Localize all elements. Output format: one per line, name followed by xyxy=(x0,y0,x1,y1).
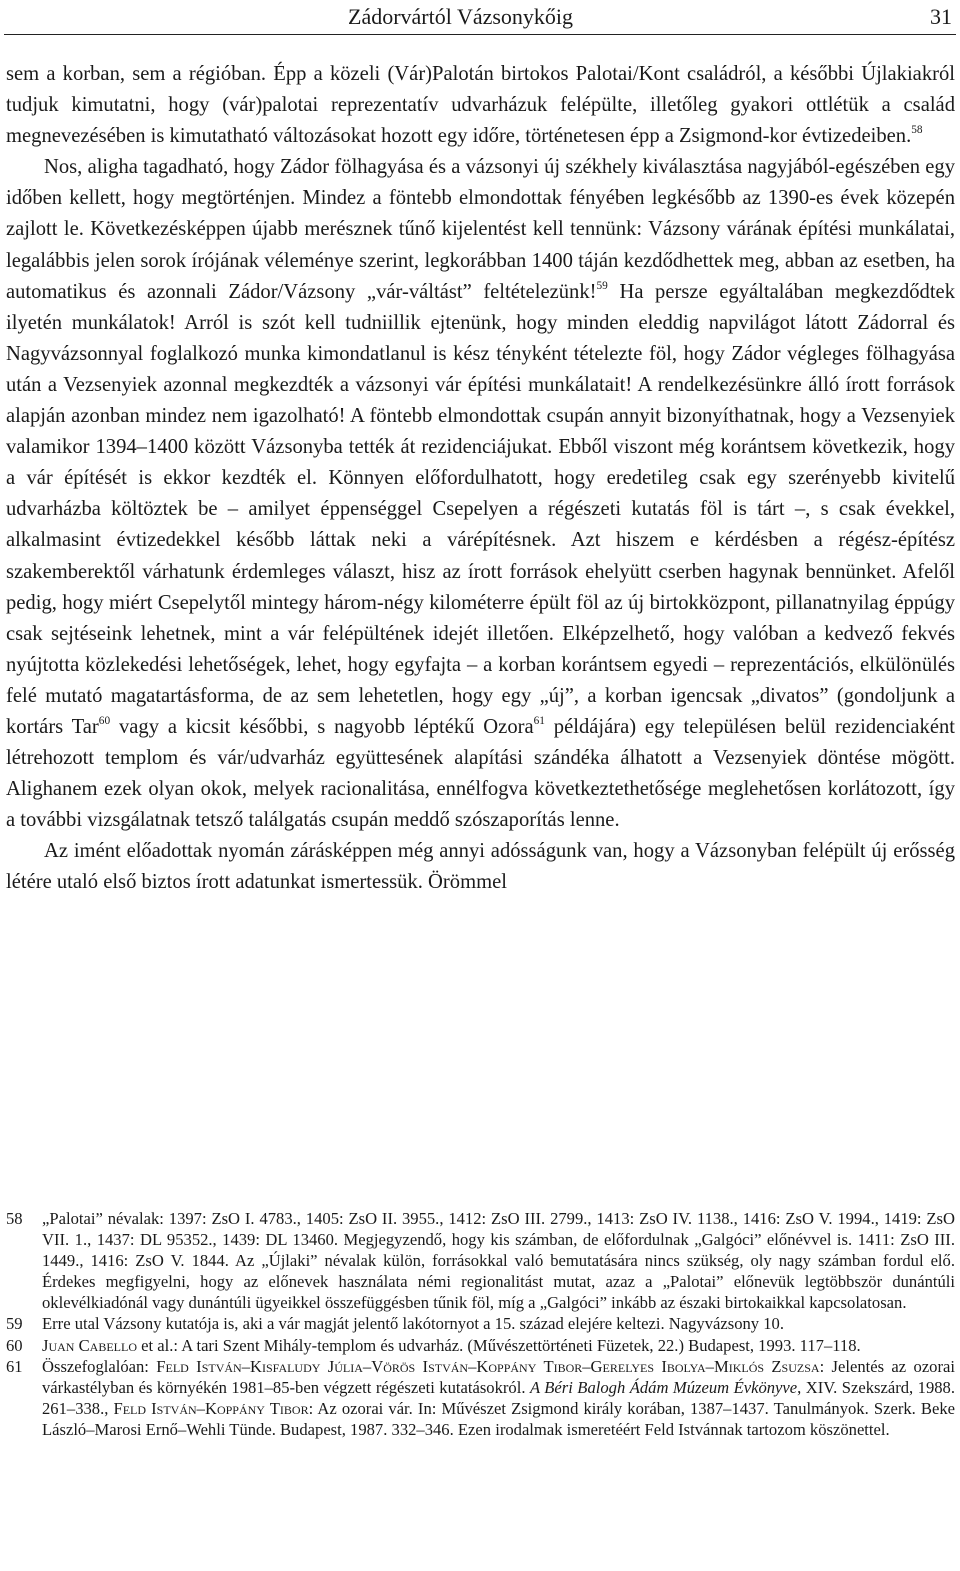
footnote-ref-59[interactable]: 59 xyxy=(596,279,608,292)
paragraph-1-text: sem a korban, sem a régióban. Épp a közeli (Vár)Palotán birtokos Palotai/Kont családról, a későbbi Újlakiakról tudjuk kimutatni, hogy (vár)palotai reprezentatív udvarházuk felépülte, illetőleg gyakori ottlétük a család megnevezésében is kimutatható változásokat hozott egy időre, történetesen épp a Zsigmond-kor évtizedeiben. xyxy=(6,63,955,148)
paragraph-2-text-a: Nos, aligha tagadható, hogy Zádor fölhagyása és a vázsonyi új székhely kiválasztása nagyjából-egészében egy időben kellett, hogy megtörténjen. Mindez a föntebb elmondottak fényében legkésőbb az 1390-es évek közepén zajlott le. Következésképpen újabb merésznek tűnő kijelentést kell tennünk: Vázsony várának építési munkálatai, legalábbis jelen sorok írójának véleménye szerint, legkorábban 1400 táján kezdődhettek meg, abban az esetben, ha automatikus és azonnali Zádor/Vázsony „vár-váltást” feltételezünk! xyxy=(6,156,955,303)
footnote-ref-60[interactable]: 60 xyxy=(98,714,111,727)
paragraph-2-text-b: Ha persze egyáltalában megkezdődtek ilyetén munkálatok! Arról is szót kell tudniillik ejtenünk, hogy minden eleddig napvilágot látott Zádorral és Nagyvázsonnyal foglalkozó munka kimondatlanul is kész tényként tételezte föl, hogy Zádor végleges fölhagyása után a Vezsenyiek azonnal megkezdték a vázsonyi vár építési munkálatait! A rendelkezésünkre álló írott források alapján azonban mindez nem igazolható! A föntebb elmondottak csupán annyit bizonyíthatnak, hogy a Vezsenyiek valamikor 1394–1400 között Vázsonyba tették át rezidenciájukat. Ebből viszont még korántsem következik, hogy a vár építését is ekkor kezdték el. Könnyen előfordulhatott, hogy eredetileg csak egy szerényebb kivitelű udvarházba költöztek be – amilyet éppenséggel Csepelyen a régészeti kutatás föl is tárt –, s csak évekkel, alkalmasint évtizedekkel később láttak neki a várépítésnek. Azt hiszem e kérdésben a régész-építész szakemberektől várhatunk érdemleges választ, hisz az írott források ehelyütt cserben hagynak bennünket. Afelől pedig, hogy miért Csepelytől mintegy három-négy kilométerre épült föl az új birtokközpont, pillanatnyilag éppúgy csak sejtéseink lehetnek, mint a vár felépültének idejét illetően. Elképzelhető, hogy valóban a kedvező fekvés nyújtotta közlekedési lehetőségek, lehet, hogy egyfajta – a korban korántsem egyedi – reprezentációs, elkülönülés felé mutató magatartásforma, de az sem lehetetlen, hogy egy „új”, a korban igencsak „divatos” (gondoljunk a kortárs Tar xyxy=(6,280,955,738)
footnote-61 xyxy=(6,1356,955,1440)
footnote-text: „Palotai” névalak: 1397: ZsO I. 4783., 1405: ZsO II. 3955., 1412: ZsO III. 2799., 1413: ZsO IV. 1138., 1416: ZsO V. 1994., 1419: ZsO VII. 1., 1437: DL 95352., 1439: DL 13460. Megjegyzendő, hogy kis számban, de előfordulnak „Galgóci” előnévvel is. 1411: ZsO III. 1449., 1416: ZsO V. 1844. Az „Újlaki” névalak külön, forrásokkal való bemutatására nincs szükség, oly nagy számban fordul elő. Érdekes megfigyelni, hogy az előnevek használata némi regionalitást mutat, azaz a „Palotai” előnevük legtöbbször dunántúli oklevélkiadónál vagy dunántúli ügyeikkel összefüggésben tűnik föl, míg a „Galgóci” inkább az északi birtokaikkal kapcsolatosan. xyxy=(42,1209,955,1313)
footnote-journal-title: A Béri Balogh Ádám Múzeum Évkönyve xyxy=(529,1377,798,1397)
footnote-text: Erre utal Vázsony kutatója is, aki a vár magját jelentő lakótornyot a 15. század elejére keltezi. Nagyvázsony 10. xyxy=(42,1314,784,1334)
footnotes xyxy=(6,1208,955,1440)
footnote-authors-2: Feld István–Koppány Tibor xyxy=(113,1398,309,1418)
footnote-text-b: , XIV. Szekszárd, 1988. 261–338., xyxy=(42,1377,955,1418)
footnote-text: et al.: A tari Szent Mihály-templom és udvarház. (Művészettörténeti Füzetek, 22.) Budapest, 1993. 117–118. xyxy=(137,1335,861,1355)
main-text xyxy=(6,59,955,899)
running-title: Zádorvártól Vázsonykőig xyxy=(348,4,574,29)
footnote-ref-61[interactable]: 61 xyxy=(533,714,545,727)
footnote-number: 61 xyxy=(6,1356,23,1376)
paragraph-2-text-c: vagy a kicsit későbbi, s nagyobb léptékű Ozora xyxy=(110,715,534,738)
footnote-text-c: : Az ozorai vár. In: Művészet Zsigmond király korában, 1387–1437. Tanulmányok. Szerk. Beke László–Marosi Ernő–Wehli Tünde. Budapest, 1987. 332–346. Ezen irodalmak ismeretéért Feld Istvánnak tartozom köszönettel. xyxy=(42,1398,955,1439)
footnote-59 xyxy=(6,1313,955,1334)
paragraph-1 xyxy=(6,59,955,152)
footnote-text-a: : Jelentés az ozorai várkastélyban és környékén 1981–85-ben végzett régészeti kutatásokról. xyxy=(42,1356,955,1397)
footnote-60 xyxy=(6,1335,955,1356)
footnote-author: Juan Cabello xyxy=(42,1335,137,1355)
footnote-58 xyxy=(6,1208,955,1313)
footnote-lead: Összefoglalóan: xyxy=(42,1356,157,1376)
page-header xyxy=(4,0,956,35)
footnote-number: 59 xyxy=(6,1314,23,1334)
footnote-ref-58[interactable]: 58 xyxy=(911,124,923,137)
footnote-authors: Feld István–Kisfaludy Júlia–Vörös István–Koppány Tibor–Gerelyes Ibolya–Miklós Zsuzsa xyxy=(156,1356,820,1376)
paragraph-2-text-d: példájára) egy településen belül rezidenciaként létrehozott templom és vár/udvarház együttesének alapítási szándéka álhatott a Vezsenyiek döntése mögött. Alighanem ezek olyan okok, melyek racionalitása, ennélfogva következtethetősége meglehetősen korlátozott, így a további vizsgálatnak tetsző találgatás csupán meddő szószaporítás lenne. xyxy=(6,715,956,832)
paragraph-2 xyxy=(6,152,955,836)
footnote-number: 60 xyxy=(6,1335,23,1355)
paragraph-3: Az imént előadottak nyomán zárásképpen még annyi adósságunk van, hogy a Vázsonyban felépült új erősség létére utaló első biztos írott adatunkat ismertessük. Örömmel xyxy=(6,840,955,894)
page-number: 31 xyxy=(930,4,952,29)
footnote-number: 58 xyxy=(6,1209,23,1228)
